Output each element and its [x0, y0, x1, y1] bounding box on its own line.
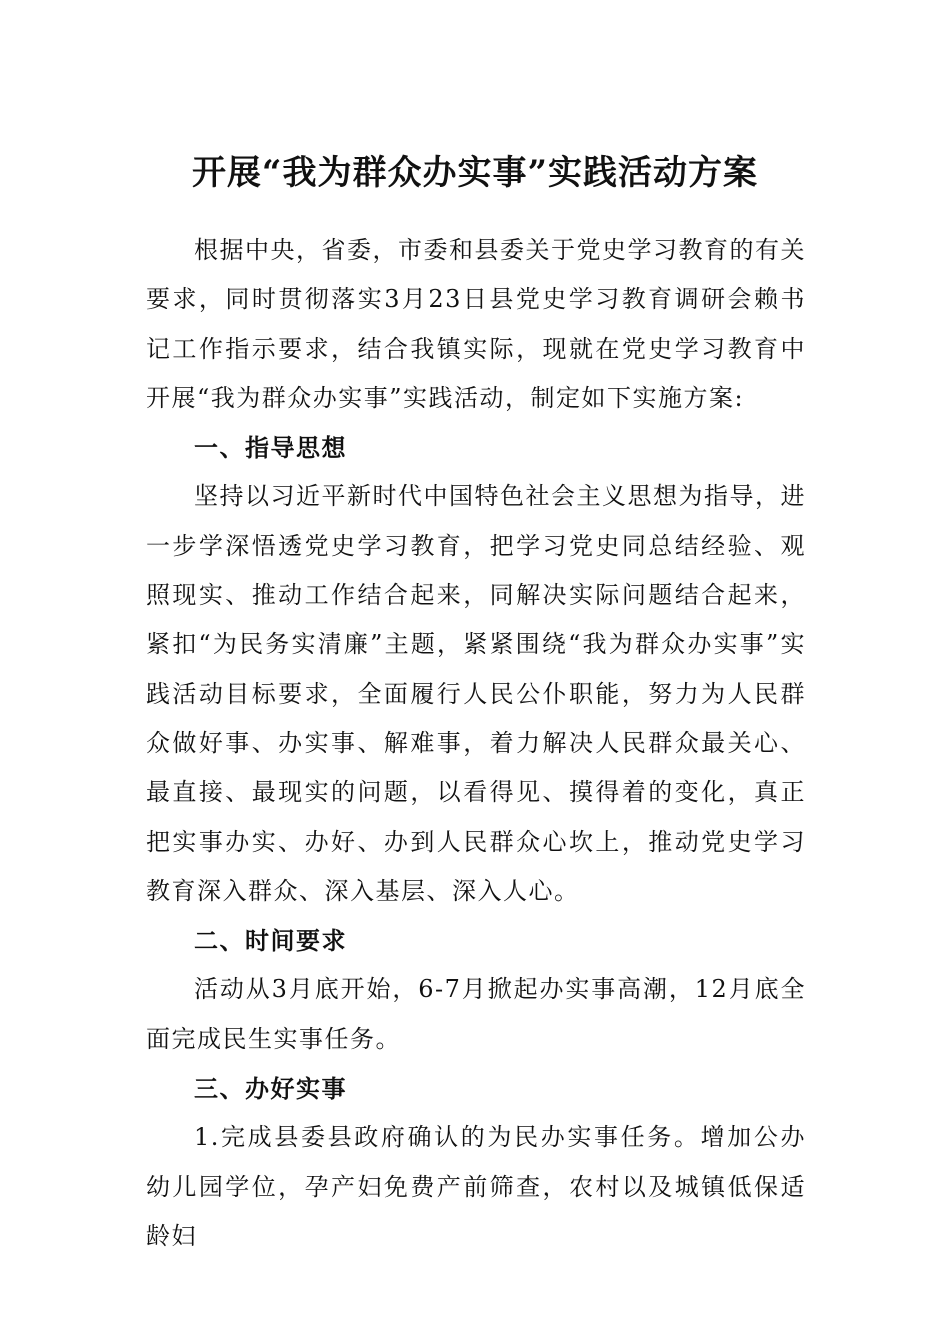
- intro-paragraph: 根据中央，省委，市委和县委关于党史学习教育的有关要求，同时贯彻落实3月23日县党史学习教育调研会赖书记工作指示要求，结合我镇实际，现就在党史学习教育中开展“我为群众办实事”实践活动，制定如下实施方案:: [146, 236, 806, 412]
- section-body-guiding-ideology: 坚持以习近平新时代中国特色社会主义思想为指导，进一步学深悟透党史学习教育，把学习党史同总结经验、观照现实、推动工作结合起来，同解决实际问题结合起来，紧扣“为民务实清廉”主题，紧紧围绕“我为群众办实事”实践活动目标要求，全面履行人民公仆职能，努力为人民群众做好事、办实事、解难事，着力解决人民群众最关心、最直接、最现实的问题，以看得见、摸得着的变化，真正把实事办实、办好、办到人民群众心坎上，推动党史学习教育深入群众、深入基层、深入人心。: [146, 482, 806, 905]
- document-body: [146, 226, 806, 1261]
- section-heading-time-requirements: 二、时间要求: [194, 926, 347, 956]
- section-body-practical-matters: 1.完成县委县政府确认的为民办实事任务。增加公办幼儿园学位，孕产妇免费产前筛查，农村以及城镇低保适龄妇: [146, 1123, 806, 1250]
- section-heading-guiding-ideology: 一、指导思想: [194, 433, 347, 463]
- section-heading-practical-matters: 三、办好实事: [194, 1074, 347, 1104]
- section-body-time-requirements: 活动从3月底开始，6-7月掀起办实事高潮，12月底全面完成民生实事任务。: [146, 975, 806, 1053]
- document-title: 开展“我为群众办实事”实践活动方案: [191, 152, 759, 193]
